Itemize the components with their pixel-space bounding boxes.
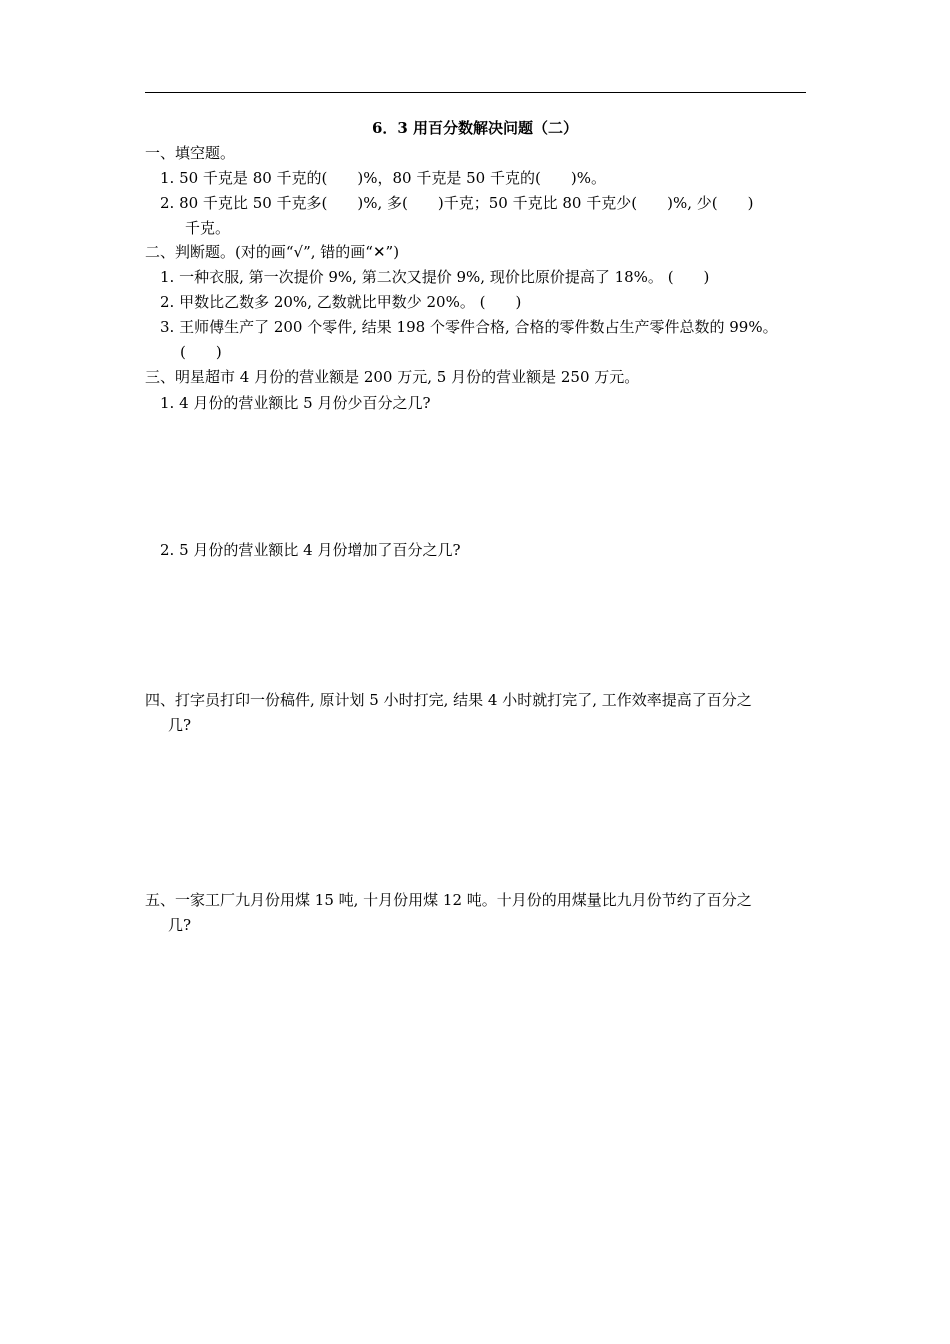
section-1-question-2-continuation: 千克。 xyxy=(185,219,231,237)
section-4-question: 四、打字员打印一份稿件, 原计划 5 小时打完, 结果 4 小时就打完了, 工作效率提高了百分之 xyxy=(145,691,752,709)
section-1-question-2: 2. 80 千克比 50 千克多( )%, 多( )千克；50 千克比 80 千克少( )%, 少( ) xyxy=(160,194,754,212)
section-2-question-2: 2. 甲数比乙数多 20%, 乙数就比甲数少 20%。 ( ) xyxy=(160,293,522,311)
section-5-question: 五、一家工厂九月份用煤 15 吨, 十月份用煤 12 吨。十月份的用煤量比九月份节约了百分之 xyxy=(145,891,752,909)
page-title: 6．3 用百分数解决问题（二） xyxy=(371,119,579,137)
section-4-question-continuation: 几? xyxy=(168,716,192,734)
section-3-question-1: 1. 4 月份的营业额比 5 月份少百分之几? xyxy=(160,394,431,412)
section-1-heading: 一、填空题。 xyxy=(145,144,236,162)
section-2-question-1: 1. 一种衣服, 第一次提价 9%, 第二次又提价 9%, 现价比原价提高了 18%。 ( ) xyxy=(160,268,710,286)
section-3-heading: 三、明星超市 4 月份的营业额是 200 万元, 5 月份的营业额是 250 万元。 xyxy=(145,368,640,386)
section-2-heading: 二、判断题。(对的画“√”, 错的画“✕”) xyxy=(145,243,400,261)
header-rule xyxy=(145,92,806,93)
section-2-question-3: 3. 王师傅生产了 200 个零件, 结果 198 个零件合格, 合格的零件数占生产零件总数的 99%。 xyxy=(160,318,778,336)
section-2-question-3-answer-bracket: ( ) xyxy=(180,343,222,361)
section-1-question-1: 1. 50 千克是 80 千克的( )%，80 千克是 50 千克的( )%。 xyxy=(160,169,606,187)
section-5-question-continuation: 几? xyxy=(168,916,192,934)
section-3-question-2: 2. 5 月份的营业额比 4 月份增加了百分之几? xyxy=(160,541,461,559)
